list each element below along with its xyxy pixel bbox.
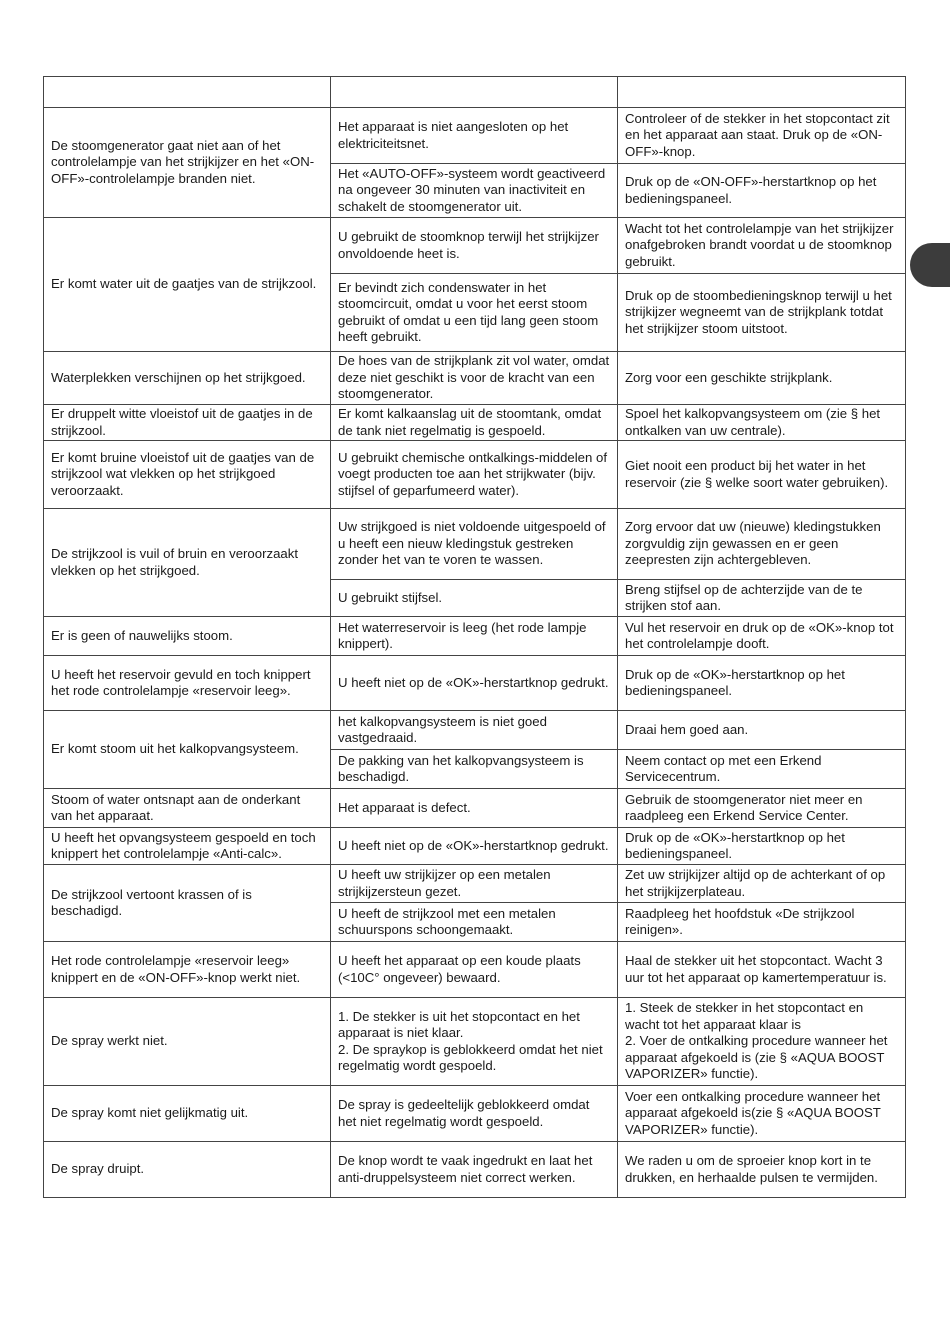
table-row — [44, 1142, 906, 1198]
header-solution — [618, 77, 906, 108]
solution-cell: Zorg voor een geschikte strijkplank. — [618, 352, 906, 405]
problem-cell: Er komt bruine vloeistof uit de gaatjes van de strijkzool wat vlekken op het strijkgoed veroorzaakt. — [44, 441, 331, 509]
solution-cell: Controleer of de stekker in het stopcontact zit en het apparaat aan staat. Druk op de «ON-OFF»-knop. — [618, 108, 906, 164]
cause-cell: U gebruikt chemische ontkalkings-middelen of voegt producten toe aan het strijkwater (bijv. stijfsel of geparfumeerd water). — [331, 441, 618, 509]
solution-cell: Haal de stekker uit het stopcontact. Wacht 3 uur tot het apparaat op kamertemperatuur is. — [618, 942, 906, 998]
solution-cell: We raden u om de sproeier knop kort in te drukken, en herhaalde pulsen te vermijden. — [618, 1142, 906, 1198]
cause-cell: U heeft niet op de «OK»-herstartknop gedrukt. — [331, 656, 618, 711]
solution-cell: 1. Steek de stekker in het stopcontact en wacht tot het apparaat klaar is 2. Voer de ontkalking procedure wanneer het apparaat afgekoeld is (zie § «AQUA BOOST VAPORIZER» functie). — [618, 998, 906, 1086]
problem-cell: De spray komt niet gelijkmatig uit. — [44, 1086, 331, 1142]
cause-cell: U gebruikt de stoomknop terwijl het strijkijzer onvoldoende heet is. — [331, 218, 618, 274]
solution-cell: Giet nooit een product bij het water in het reservoir (zie § welke soort water gebruiken). — [618, 441, 906, 509]
table-row — [44, 998, 906, 1086]
cause-cell: Er komt kalkaanslag uit de stoomtank, omdat de tank niet regelmatig is gespoeld. — [331, 405, 618, 441]
solution-cell: Gebruik de stoomgenerator niet meer en raadpleeg een Erkend Service Center. — [618, 789, 906, 828]
problem-cell: De strijkzool is vuil of bruin en veroorzaakt vlekken op het strijkgoed. — [44, 509, 331, 617]
table-row — [44, 789, 906, 828]
cause-cell: Het «AUTO-OFF»-systeem wordt geactiveerd na ongeveer 30 minuten van inactiviteit en schakelt de stoomgenerator uit. — [331, 164, 618, 218]
solution-cell: Raadpleeg het hoofdstuk «De strijkzool reinigen». — [618, 903, 906, 942]
solution-cell: Neem contact op met een Erkend Servicecentrum. — [618, 750, 906, 789]
table-row — [44, 218, 906, 274]
problem-cell: De spray werkt niet. — [44, 998, 331, 1086]
cause-cell: U heeft niet op de «OK»-herstartknop gedrukt. — [331, 828, 618, 865]
problem-cell: Waterplekken verschijnen op het strijkgoed. — [44, 352, 331, 405]
table-header-row — [44, 77, 906, 108]
cause-cell: U heeft de strijkzool met een metalen schuurspons schoongemaakt. — [331, 903, 618, 942]
table-row — [44, 828, 906, 865]
problem-cell: Er komt water uit de gaatjes van de strijkzool. — [44, 218, 331, 352]
header-cause — [331, 77, 618, 108]
table-row — [44, 509, 906, 580]
solution-cell: Draai hem goed aan. — [618, 711, 906, 750]
cause-cell: Het waterreservoir is leeg (het rode lampje knippert). — [331, 617, 618, 656]
solution-cell: Druk op de «OK»-herstartknop op het bedieningspaneel. — [618, 828, 906, 865]
problem-cell: Er is geen of nauwelijks stoom. — [44, 617, 331, 656]
header-problem — [44, 77, 331, 108]
cause-cell: De spray is gedeeltelijk geblokkeerd omdat het niet regelmatig wordt gespoeld. — [331, 1086, 618, 1142]
cause-cell: De hoes van de strijkplank zit vol water, omdat deze niet geschikt is voor de kracht van een stoomgenerator. — [331, 352, 618, 405]
cause-cell: U heeft het apparaat op een koude plaats (<10C° ongeveer) bewaard. — [331, 942, 618, 998]
cause-cell: De knop wordt te vaak ingedrukt en laat het anti-druppelsysteem niet correct werken. — [331, 1142, 618, 1198]
solution-cell: Druk op de «ON-OFF»-herstartknop op het bedieningspaneel. — [618, 164, 906, 218]
solution-cell: Breng stijfsel op de achterzijde van de te strijken stof aan. — [618, 580, 906, 617]
solution-cell: Druk op de «OK»-herstartknop op het bedieningspaneel. — [618, 656, 906, 711]
solution-cell: Voer een ontkalking procedure wanneer het apparaat afgekoeld is(zie § «AQUA BOOST VAPORIZER» functie). — [618, 1086, 906, 1142]
table-row — [44, 711, 906, 750]
problem-cell: Stoom of water ontsnapt aan de onderkant van het apparaat. — [44, 789, 331, 828]
cause-cell: het kalkopvangsysteem is niet goed vastgedraaid. — [331, 711, 618, 750]
table-row — [44, 441, 906, 509]
cause-cell: U heeft uw strijkijzer op een metalen strijkijzersteun gezet. — [331, 865, 618, 903]
solution-cell: Wacht tot het controlelampje van het strijkijzer onafgebroken brandt voordat u de stoomknop gebruikt. — [618, 218, 906, 274]
cause-cell: U gebruikt stijfsel. — [331, 580, 618, 617]
table-row — [44, 352, 906, 405]
table-row — [44, 617, 906, 656]
cause-cell: 1. De stekker is uit het stopcontact en het apparaat is niet klaar. 2. De spraykop is geblokkeerd omdat het niet regelmatig wordt gespoeld. — [331, 998, 618, 1086]
problem-cell: De strijkzool vertoont krassen of is beschadigd. — [44, 865, 331, 942]
table-row — [44, 865, 906, 903]
table-row — [44, 108, 906, 164]
cause-cell: Uw strijkgoed is niet voldoende uitgespoeld of u heeft een nieuw kledingstuk gestreken zonder het van te voren te wassen. — [331, 509, 618, 580]
cause-cell: Er bevindt zich condenswater in het stoomcircuit, omdat u voor het eerst stoom gebruikt of omdat u een tijd lang geen stoom heeft gebruikt. — [331, 274, 618, 352]
problem-cell: Er druppelt witte vloeistof uit de gaatjes in de strijkzool. — [44, 405, 331, 441]
solution-cell: Zorg ervoor dat uw (nieuwe) kledingstukken zorgvuldig zijn gewassen en er geen zeepresten zijn achtergebleven. — [618, 509, 906, 580]
cause-cell: Het apparaat is defect. — [331, 789, 618, 828]
table-row — [44, 656, 906, 711]
table-row — [44, 942, 906, 998]
problem-cell: U heeft het reservoir gevuld en toch knippert het rode controlelampje «reservoir leeg». — [44, 656, 331, 711]
problem-cell: De stoomgenerator gaat niet aan of het controlelampje van het strijkijzer en het «ON-OFF»-controlelampje branden niet. — [44, 108, 331, 218]
problem-cell: U heeft het opvangsysteem gespoeld en toch knippert het controlelampje «Anti-calc». — [44, 828, 331, 865]
solution-cell: Spoel het kalkopvangsysteem om (zie § het ontkalken van uw centrale). — [618, 405, 906, 441]
solution-cell: Zet uw strijkijzer altijd op de achterkant of op het strijkijzerplateau. — [618, 865, 906, 903]
table-row — [44, 405, 906, 441]
solution-cell: Vul het reservoir en druk op de «OK»-knop tot het controlelampje dooft. — [618, 617, 906, 656]
table-body — [44, 108, 906, 1198]
problem-cell: Het rode controlelampje «reservoir leeg» knippert en de «ON-OFF»-knop werkt niet. — [44, 942, 331, 998]
cause-cell: De pakking van het kalkopvangsysteem is beschadigd. — [331, 750, 618, 789]
problem-cell: De spray druipt. — [44, 1142, 331, 1198]
section-tab-marker — [910, 243, 950, 287]
cause-cell: Het apparaat is niet aangesloten op het elektriciteitsnet. — [331, 108, 618, 164]
solution-cell: Druk op de stoombedieningsknop terwijl u het strijkijzer wegneemt van de strijkplank totdat het strijkijzer stoom uitstoot. — [618, 274, 906, 352]
problem-cell: Er komt stoom uit het kalkopvangsysteem. — [44, 711, 331, 789]
troubleshooting-table — [43, 76, 906, 1198]
table-row — [44, 1086, 906, 1142]
